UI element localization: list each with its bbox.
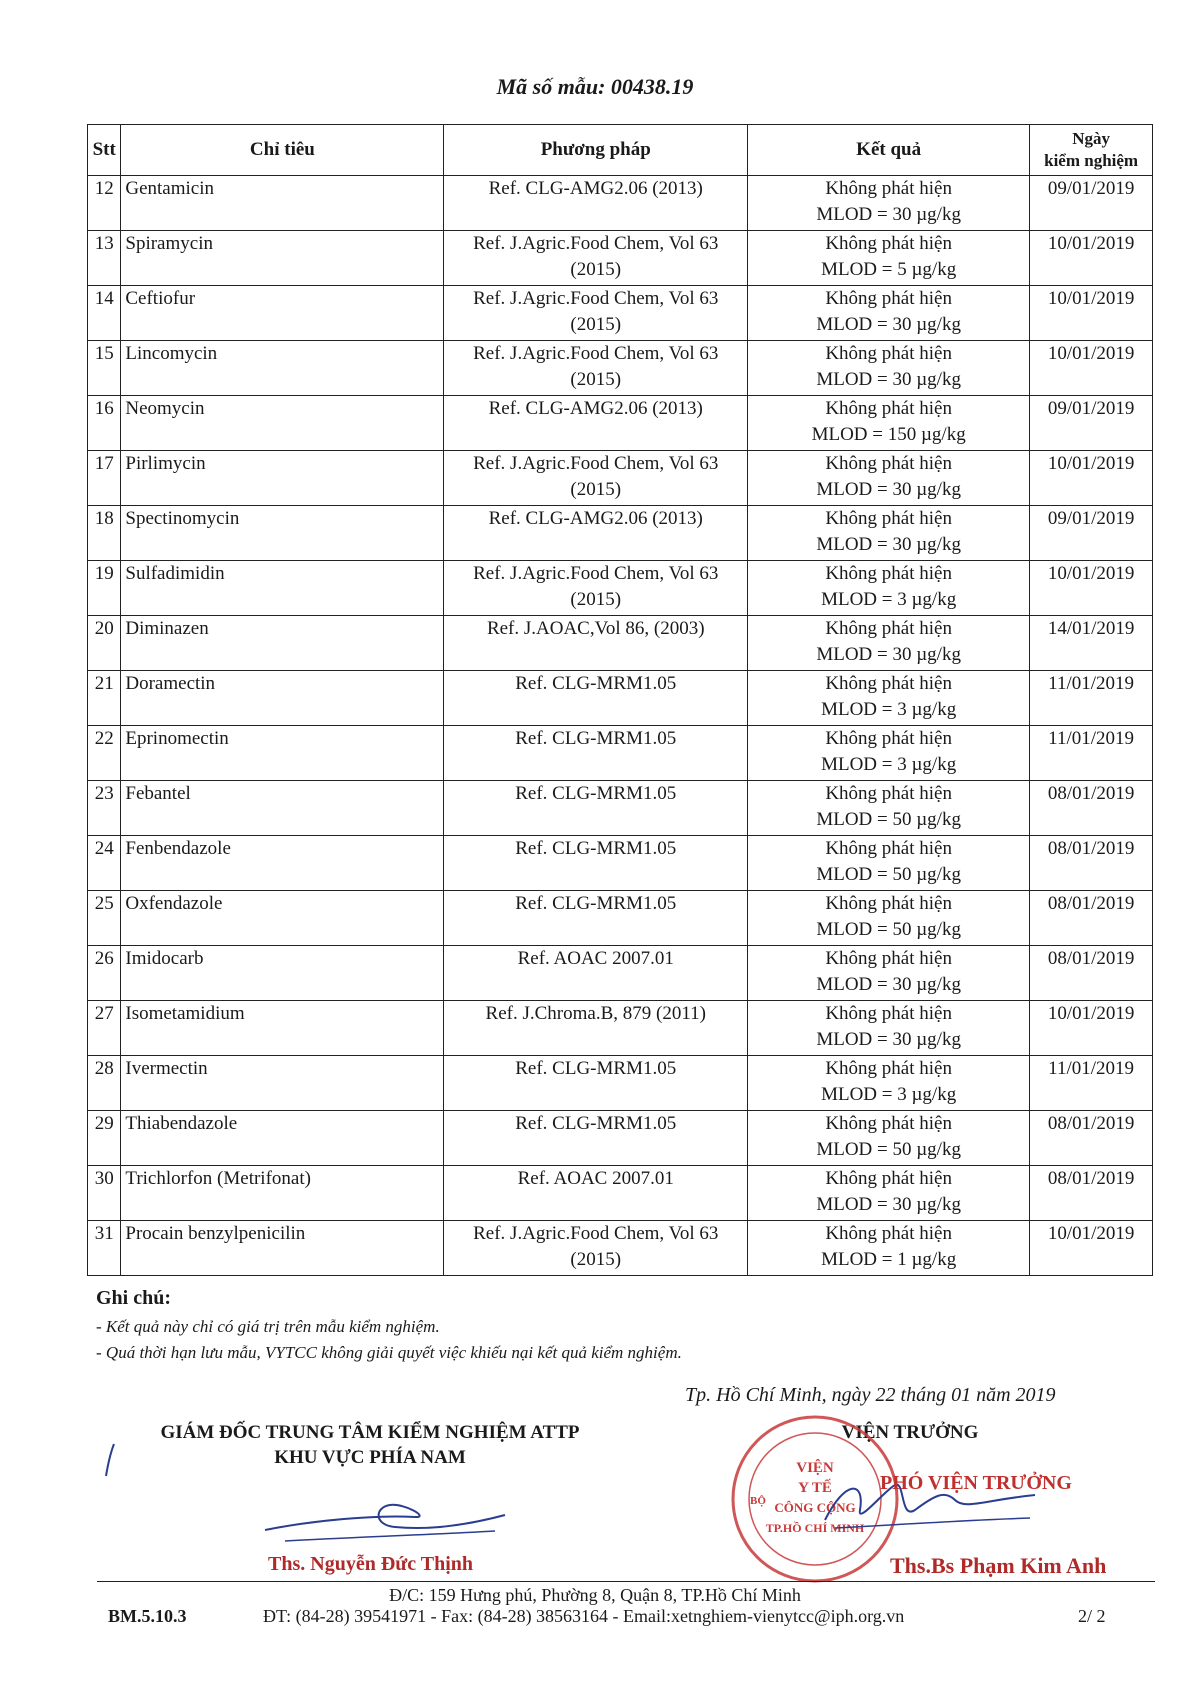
cell-date: 08/01/2019: [1030, 1111, 1153, 1166]
sample-code-title: Mã số mẫu: 00438.19: [496, 74, 694, 99]
cell-method: Ref. J.Agric.Food Chem, Vol 63 (2015): [444, 561, 748, 616]
notes-section: [96, 1287, 1096, 1366]
deputy-director-title: PHÓ VIỆN TRƯỞNG: [880, 1472, 1072, 1494]
header-date: Ngày kiểm nghiệm: [1030, 125, 1153, 176]
cell-name: Ivermectin: [121, 1056, 444, 1111]
cell-date: 10/01/2019: [1030, 1221, 1153, 1276]
cell-stt: 21: [88, 671, 121, 726]
stamp-text-line: Y TẾ: [798, 1480, 832, 1496]
footer-address: Đ/C: 159 Hưng phú, Phường 8, Quận 8, TP.Hồ Chí Minh: [389, 1585, 801, 1605]
cell-result: Không phát hiện MLOD = 3 µg/kg: [748, 671, 1030, 726]
cell-method: Ref. J.Agric.Food Chem, Vol 63 (2015): [444, 231, 748, 286]
notes-title: Ghi chú:: [96, 1287, 172, 1309]
cell-name: Diminazen: [121, 616, 444, 671]
cell-stt: 14: [88, 286, 121, 341]
cell-name: Ceftiofur: [121, 286, 444, 341]
footer-contact: ĐT: (84-28) 39541971 - Fax: (84-28) 38563164 - Email:xetnghiem-vienytcc@iph.org.vn: [263, 1606, 905, 1626]
table-row: [88, 1001, 1153, 1056]
cell-name: Lincomycin: [121, 341, 444, 396]
table-row: [88, 836, 1153, 891]
header-method: Phương pháp: [444, 125, 748, 176]
table-row: [88, 781, 1153, 836]
cell-method: Ref. CLG-MRM1.05: [444, 671, 748, 726]
cell-method: Ref. J.Agric.Food Chem, Vol 63 (2015): [444, 286, 748, 341]
cell-result: Không phát hiện MLOD = 3 µg/kg: [748, 1056, 1030, 1111]
cell-result: Không phát hiện MLOD = 50 µg/kg: [748, 781, 1030, 836]
cell-date: 14/01/2019: [1030, 616, 1153, 671]
cell-stt: 15: [88, 341, 121, 396]
cell-stt: 24: [88, 836, 121, 891]
cell-name: Oxfendazole: [121, 891, 444, 946]
header-result: Kết quả: [748, 125, 1030, 176]
cell-result: Không phát hiện MLOD = 30 µg/kg: [748, 451, 1030, 506]
cell-result: Không phát hiện MLOD = 50 µg/kg: [748, 891, 1030, 946]
cell-date: 08/01/2019: [1030, 891, 1153, 946]
cell-stt: 28: [88, 1056, 121, 1111]
cell-result: Không phát hiện MLOD = 30 µg/kg: [748, 506, 1030, 561]
left-signature-block: [110, 1420, 630, 1470]
cell-date: 10/01/2019: [1030, 561, 1153, 616]
cell-stt: 22: [88, 726, 121, 781]
cell-stt: 18: [88, 506, 121, 561]
cell-method: Ref. AOAC 2007.01: [444, 1166, 748, 1221]
cell-name: Fenbendazole: [121, 836, 444, 891]
cell-stt: 19: [88, 561, 121, 616]
cell-method: Ref. CLG-MRM1.05: [444, 836, 748, 891]
table-row: [88, 1221, 1153, 1276]
left-title-line-2: KHU VỰC PHÍA NAM: [274, 1447, 466, 1468]
cell-date: 09/01/2019: [1030, 396, 1153, 451]
left-signer-name: Ths. Nguyễn Đức Thịnh: [268, 1553, 474, 1575]
cell-name: Spiramycin: [121, 231, 444, 286]
right-signer-name: Ths.Bs Phạm Kim Anh: [890, 1553, 1107, 1578]
table-row: [88, 891, 1153, 946]
table-row: [88, 561, 1153, 616]
cell-stt: 16: [88, 396, 121, 451]
page-number: 2/ 2: [1078, 1606, 1106, 1626]
cell-method: Ref. CLG-MRM1.05: [444, 891, 748, 946]
table-row: [88, 1111, 1153, 1166]
cell-date: 10/01/2019: [1030, 1001, 1153, 1056]
cell-result: Không phát hiện MLOD = 30 µg/kg: [748, 616, 1030, 671]
signature-date: Tp. Hồ Chí Minh, ngày 22 tháng 01 năm 2019: [685, 1384, 1056, 1406]
cell-method: Ref. CLG-AMG2.06 (2013): [444, 396, 748, 451]
cell-result: Không phát hiện MLOD = 50 µg/kg: [748, 836, 1030, 891]
stamp-text-line: TP.HỒ CHÍ MINH: [765, 1521, 865, 1535]
cell-stt: 13: [88, 231, 121, 286]
cell-result: Không phát hiện MLOD = 30 µg/kg: [748, 286, 1030, 341]
results-table: [87, 124, 1153, 1276]
cell-stt: 27: [88, 1001, 121, 1056]
stamp-side-text: BỘ: [750, 1495, 766, 1507]
table-row: [88, 1056, 1153, 1111]
cell-name: Gentamicin: [121, 176, 444, 231]
cell-date: 10/01/2019: [1030, 231, 1153, 286]
header-name: Chỉ tiêu: [121, 125, 444, 176]
cell-name: Spectinomycin: [121, 506, 444, 561]
cell-name: Sulfadimidin: [121, 561, 444, 616]
left-signature-scribble-icon: [255, 1485, 515, 1555]
cell-name: Isometamidium: [121, 1001, 444, 1056]
cell-result: Không phát hiện MLOD = 150 µg/kg: [748, 396, 1030, 451]
cell-date: 08/01/2019: [1030, 836, 1153, 891]
cell-name: Pirlimycin: [121, 451, 444, 506]
cell-stt: 31: [88, 1221, 121, 1276]
cell-method: Ref. J.Chroma.B, 879 (2011): [444, 1001, 748, 1056]
cell-name: Imidocarb: [121, 946, 444, 1001]
table-row: [88, 286, 1153, 341]
cell-stt: 30: [88, 1166, 121, 1221]
table-row: [88, 341, 1153, 396]
note-line: - Kết quả này chỉ có giá trị trên mẫu kiểm nghiệm.: [96, 1317, 440, 1336]
table-header-row: [88, 125, 1153, 176]
cell-result: Không phát hiện MLOD = 3 µg/kg: [748, 561, 1030, 616]
cell-method: Ref. CLG-MRM1.05: [444, 1056, 748, 1111]
cell-result: Không phát hiện MLOD = 30 µg/kg: [748, 341, 1030, 396]
cell-date: 11/01/2019: [1030, 1056, 1153, 1111]
note-line: - Quá thời hạn lưu mẫu, VYTCC không giải quyết việc khiếu nại kết quả kiểm nghiệm.: [96, 1343, 682, 1362]
cell-date: 10/01/2019: [1030, 286, 1153, 341]
header-stt: Stt: [88, 125, 121, 176]
cell-name: Febantel: [121, 781, 444, 836]
cell-method: Ref. CLG-MRM1.05: [444, 781, 748, 836]
cell-date: 09/01/2019: [1030, 506, 1153, 561]
table-body: [88, 176, 1153, 1276]
cell-result: Không phát hiện MLOD = 30 µg/kg: [748, 1001, 1030, 1056]
footer-divider: [97, 1581, 1155, 1582]
cell-stt: 26: [88, 946, 121, 1001]
table-row: [88, 616, 1153, 671]
cell-name: Thiabendazole: [121, 1111, 444, 1166]
cell-date: 10/01/2019: [1030, 451, 1153, 506]
cell-name: Eprinomectin: [121, 726, 444, 781]
cell-name: Procain benzylpenicilin: [121, 1221, 444, 1276]
cell-method: Ref. J.Agric.Food Chem, Vol 63 (2015): [444, 451, 748, 506]
cell-date: 10/01/2019: [1030, 341, 1153, 396]
table-row: [88, 231, 1153, 286]
cell-stt: 12: [88, 176, 121, 231]
cell-result: Không phát hiện MLOD = 3 µg/kg: [748, 726, 1030, 781]
cell-stt: 29: [88, 1111, 121, 1166]
table-row: [88, 176, 1153, 231]
cell-date: 09/01/2019: [1030, 176, 1153, 231]
cell-method: Ref. AOAC 2007.01: [444, 946, 748, 1001]
initial-mark-icon: [100, 1440, 120, 1480]
cell-result: Không phát hiện MLOD = 30 µg/kg: [748, 1166, 1030, 1221]
table-row: [88, 451, 1153, 506]
cell-name: Doramectin: [121, 671, 444, 726]
form-code: BM.5.10.3: [108, 1606, 187, 1626]
cell-method: Ref. CLG-MRM1.05: [444, 1111, 748, 1166]
table-row: [88, 726, 1153, 781]
cell-method: Ref. CLG-AMG2.06 (2013): [444, 176, 748, 231]
cell-stt: 23: [88, 781, 121, 836]
stamp-text-line: VIỆN: [796, 1460, 834, 1476]
cell-method: Ref. CLG-MRM1.05: [444, 726, 748, 781]
cell-result: Không phát hiện MLOD = 30 µg/kg: [748, 176, 1030, 231]
cell-method: Ref. J.Agric.Food Chem, Vol 63 (2015): [444, 1221, 748, 1276]
cell-stt: 25: [88, 891, 121, 946]
table-row: [88, 946, 1153, 1001]
right-title: VIỆN TRƯỞNG: [841, 1422, 979, 1443]
cell-date: 08/01/2019: [1030, 946, 1153, 1001]
cell-method: Ref. J.AOAC,Vol 86, (2003): [444, 616, 748, 671]
cell-name: Neomycin: [121, 396, 444, 451]
left-title-line-1: GIÁM ĐỐC TRUNG TÂM KIỂM NGHIỆM ATTP: [160, 1422, 580, 1443]
cell-result: Không phát hiện MLOD = 5 µg/kg: [748, 231, 1030, 286]
cell-name: Trichlorfon (Metrifonat): [121, 1166, 444, 1221]
cell-result: Không phát hiện MLOD = 50 µg/kg: [748, 1111, 1030, 1166]
cell-result: Không phát hiện MLOD = 1 µg/kg: [748, 1221, 1030, 1276]
cell-date: 11/01/2019: [1030, 726, 1153, 781]
table-row: [88, 671, 1153, 726]
table-row: [88, 506, 1153, 561]
table-row: [88, 1166, 1153, 1221]
cell-date: 08/01/2019: [1030, 781, 1153, 836]
stamp-text-line: CÔNG CỘNG: [774, 1500, 856, 1515]
cell-stt: 17: [88, 451, 121, 506]
table-row: [88, 396, 1153, 451]
cell-stt: 20: [88, 616, 121, 671]
cell-date: 11/01/2019: [1030, 671, 1153, 726]
cell-method: Ref. CLG-AMG2.06 (2013): [444, 506, 748, 561]
cell-result: Không phát hiện MLOD = 30 µg/kg: [748, 946, 1030, 1001]
cell-date: 08/01/2019: [1030, 1166, 1153, 1221]
cell-method: Ref. J.Agric.Food Chem, Vol 63 (2015): [444, 341, 748, 396]
